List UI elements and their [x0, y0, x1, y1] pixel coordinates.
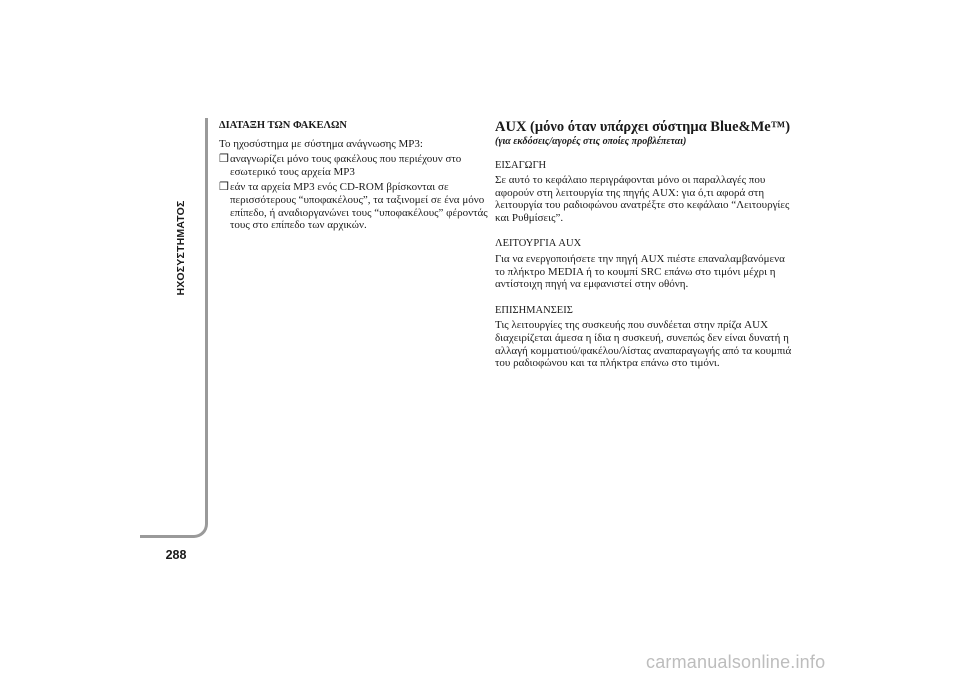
chapter-title-text: ΗΧΟΣΥΣΤΗΜΑΤΟΣ	[175, 200, 187, 296]
right-column	[495, 120, 795, 370]
intro-text: Σε αυτό το κεφάλαιο περιγράφονται μόνο οι παραλλαγές που αφορούν στη λειτουργία της πηγής AUX: για ό,τι αφορά στη λειτουργία του ραδιοφώνου ανατρέξτε στο κεφάλαιο “Λειτουργίες και Ρυθμίσεις”.	[495, 174, 790, 224]
watermark: carmanualsonline.info	[646, 652, 826, 672]
checkbox-bullet-icon: ❒	[219, 153, 229, 166]
list-item-text: αναγνωρίζει μόνο τους φακέλους που περιέχουν στο εσωτερικό τους αρχεία MP3	[230, 153, 462, 178]
list-item-text: εάν τα αρχεία MP3 ενός CD-ROM βρίσκονται σε περισσότερους “υποφακέλους”, τα ταξινομεί σε ένα μόνο επίπεδο, ή αναδιοργανώνει τους “υποφακέλους” φέροντάς τους στο επίπεδο των αρχικών.	[230, 181, 488, 232]
intro-heading: ΕΙΣΑΓΩΓΗ	[495, 159, 547, 171]
aux-operation-text: Για να ενεργοποιήσετε την πηγή AUX πιέστε επαναλαμβανόμενα το πλήκτρο MEDIA ή το κουμπί SRC επάνω στο τιμόνι μέχρι η αντίστοιχη πηγή να εμφανιστεί στην οθόνη.	[495, 253, 785, 291]
aux-section-subtitle: (για εκδόσεις/αγορές στις οποίες προβλέπεται)	[495, 135, 687, 147]
aux-operation-heading: ΛΕΙΤΟΥΡΓΙΑ AUX	[495, 238, 582, 250]
notes-text: Τις λειτουργίες της συσκευής που συνδέεται στην πρίζα AUX διαχειρίζεται άμεσα η ίδια η συσκευή, συνεπώς δεν είναι δυνατή η αλλαγή κομματιού/φακέλου/λίστας αναπαραγωγής από τα κουμπιά του ραδιοφώνου και τα πλήκτρα επάνω στο τιμόνι.	[495, 319, 792, 370]
checkbox-bullet-icon: ❒	[219, 181, 229, 194]
list-item	[219, 153, 491, 178]
folder-layout-heading: ΔΙΑΤΑΞΗ ΤΩΝ ΦΑΚΕΛΩΝ	[219, 120, 348, 131]
aux-section-title: AUX (μόνο όταν υπάρχει σύστημα Blue&Me™)	[495, 119, 791, 135]
mp3-intro-text: Το ηχοσύστημα με σύστημα ανάγνωσης MP3:	[219, 137, 423, 150]
notes-heading: ΕΠΙΣΗΜΑΝΣΕΙΣ	[495, 304, 573, 316]
page-number: 288	[165, 548, 187, 562]
page-margin-frame	[140, 118, 208, 538]
left-column	[219, 120, 491, 232]
list-item	[219, 181, 491, 231]
